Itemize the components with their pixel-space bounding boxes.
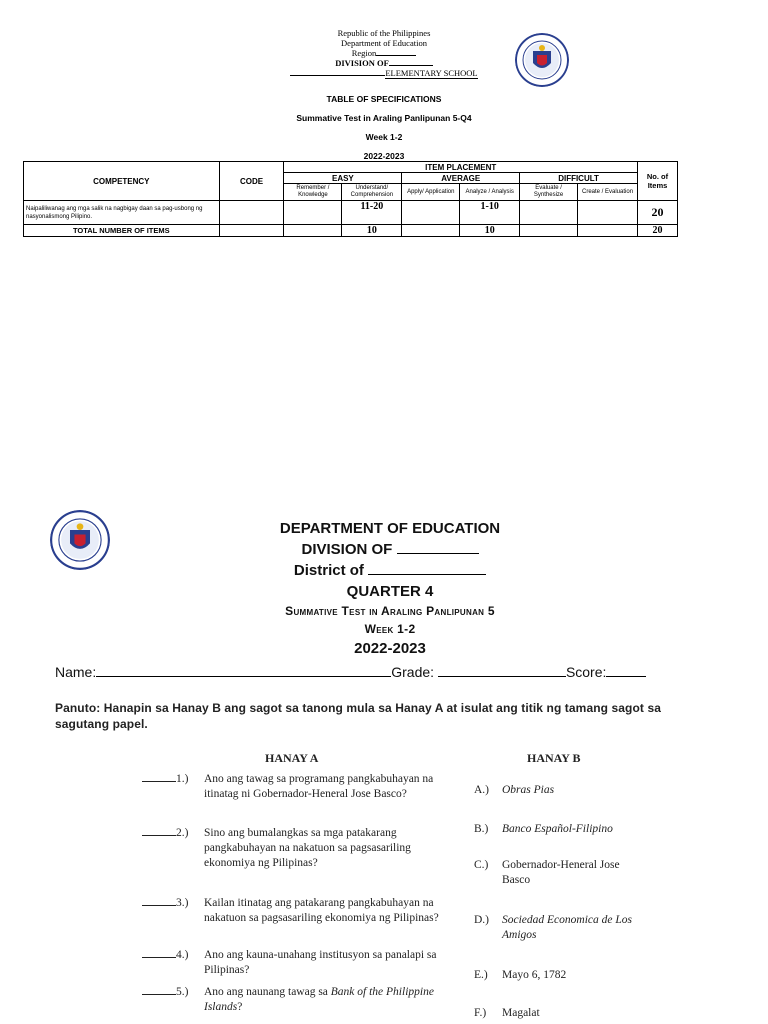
total-row (24, 225, 678, 237)
option-a: A.) Obras Pias (474, 784, 555, 796)
list-item: 1.) Ano ang tawag sa programang pangkabuhayan na itinatag ni Gobernador-Heneral Jose Basco? (142, 772, 462, 802)
deped-seal-icon (50, 510, 110, 570)
difficult-header: DIFFICULT (520, 173, 638, 184)
total-understand: 10 (342, 225, 402, 237)
cell-items: 20 (637, 201, 677, 225)
tos-titles (0, 90, 768, 166)
tos-week: Week 1-2 (365, 132, 403, 142)
option-b: B.) Banco Español-Filipino (474, 823, 613, 835)
week-title: Week 1-2 (364, 622, 416, 636)
hanay-b-title: HANAY B (527, 751, 581, 765)
cell-apply (402, 201, 460, 225)
division-line: DIVISION OF (0, 58, 768, 68)
table-row (24, 201, 678, 225)
competency-header: COMPETENCY (24, 162, 220, 201)
region-line: Region (0, 48, 768, 58)
subheader-evaluate: Evaluate / Synthesize (520, 184, 578, 201)
no-items-header: No. of Items (637, 162, 677, 201)
test-title: Summative Test in Araling Panlipunan 5 (285, 604, 495, 618)
score-blank[interactable] (606, 676, 646, 677)
page2-header (180, 518, 600, 659)
list-item: 4.) Ano ang kauna-unahang institusyon sa panalapi sa Pilipinas? (142, 948, 462, 978)
code-cell (219, 201, 284, 225)
cell-evaluate (520, 201, 578, 225)
tos-test-title: Summative Test in Araling Panlipunan 5-Q4 (296, 113, 472, 123)
subheader-apply: Apply/ Application (402, 184, 460, 201)
total-apply (402, 225, 460, 237)
cell-understand: 11-20 (342, 201, 402, 225)
tos-table (23, 161, 678, 237)
easy-header: EASY (284, 173, 402, 184)
grade-blank[interactable] (438, 676, 566, 677)
list-item: 2.) Sino ang bumalangkas sa mga patakarang pangkabuhayan na nakatuon sa pagsasariling ekonomiya ng Pilipinas? (142, 826, 462, 871)
total-items: 20 (637, 225, 677, 237)
hanay-a-title: HANAY A (265, 751, 319, 765)
dept-title: DEPARTMENT OF EDUCATION (279, 520, 501, 537)
cell-remember (284, 201, 342, 225)
tos-year: 2022-2023 (363, 151, 405, 161)
total-create (578, 225, 638, 237)
total-code-cell (219, 225, 284, 237)
option-d: D.) Sociedad Economica de Los Amigos (474, 914, 632, 941)
list-item: 5.) Ano ang naunang tawag sa Bank of the Philippine Islands? (142, 985, 462, 1015)
total-label: TOTAL NUMBER OF ITEMS (24, 225, 220, 237)
subheader-analyze: Analyze / Analysis (460, 184, 520, 201)
cell-analyze: 1-10 (460, 201, 520, 225)
grade-label: Grade: (391, 664, 435, 680)
total-evaluate (520, 225, 578, 237)
student-info-row (55, 664, 646, 680)
department-line: Department of Education (341, 38, 427, 48)
republic-line: Republic of the Philippines (337, 28, 431, 38)
year-title: 2022-2023 (354, 640, 426, 657)
quarter-title: QUARTER 4 (346, 583, 434, 600)
code-header: CODE (219, 162, 284, 201)
option-f: F.) Magalat (474, 1007, 540, 1019)
tos-title: TABLE OF SPECIFICATIONS (326, 94, 442, 104)
total-remember (284, 225, 342, 237)
subheader-understand: Understand/ Comprehension (342, 184, 402, 201)
subheader-create: Create / Evaluation (578, 184, 638, 201)
name-blank[interactable] (96, 676, 391, 677)
competency-cell: Naipaliliwanag ang mga salik na nagbigay daan sa pag-usbong ng nasyonalismong Pilipino. (24, 201, 220, 225)
school-line: ELEMENTARY SCHOOL (0, 68, 768, 78)
deped-seal-icon (515, 33, 569, 87)
instruction-text: Panuto: Hanapin sa Hanay B ang sagot sa tanong mula sa Hanay A at isulat ang titik ng tamang sagot sa sagutang papel. (55, 701, 661, 731)
page1-header (0, 28, 768, 78)
district-title: District of (180, 560, 600, 581)
item-placement-header: ITEM PLACEMENT (284, 162, 638, 173)
list-item: 3.) Kailan itinatag ang patakarang pangkabuhayan na nakatuon sa pagsasariling ekonomiya ng Pilipinas? (142, 896, 462, 926)
average-header: AVERAGE (402, 173, 520, 184)
cell-create (578, 201, 638, 225)
division-title: DIVISION OF (180, 539, 600, 560)
total-analyze: 10 (460, 225, 520, 237)
option-c: C.) Gobernador-Heneral Jose Basco (474, 859, 620, 886)
score-label: Score: (565, 664, 607, 680)
option-e: E.) Mayo 6, 1782 (474, 969, 567, 981)
name-label: Name: (55, 664, 97, 680)
subheader-remember: Remember / Knowledge (284, 184, 342, 201)
